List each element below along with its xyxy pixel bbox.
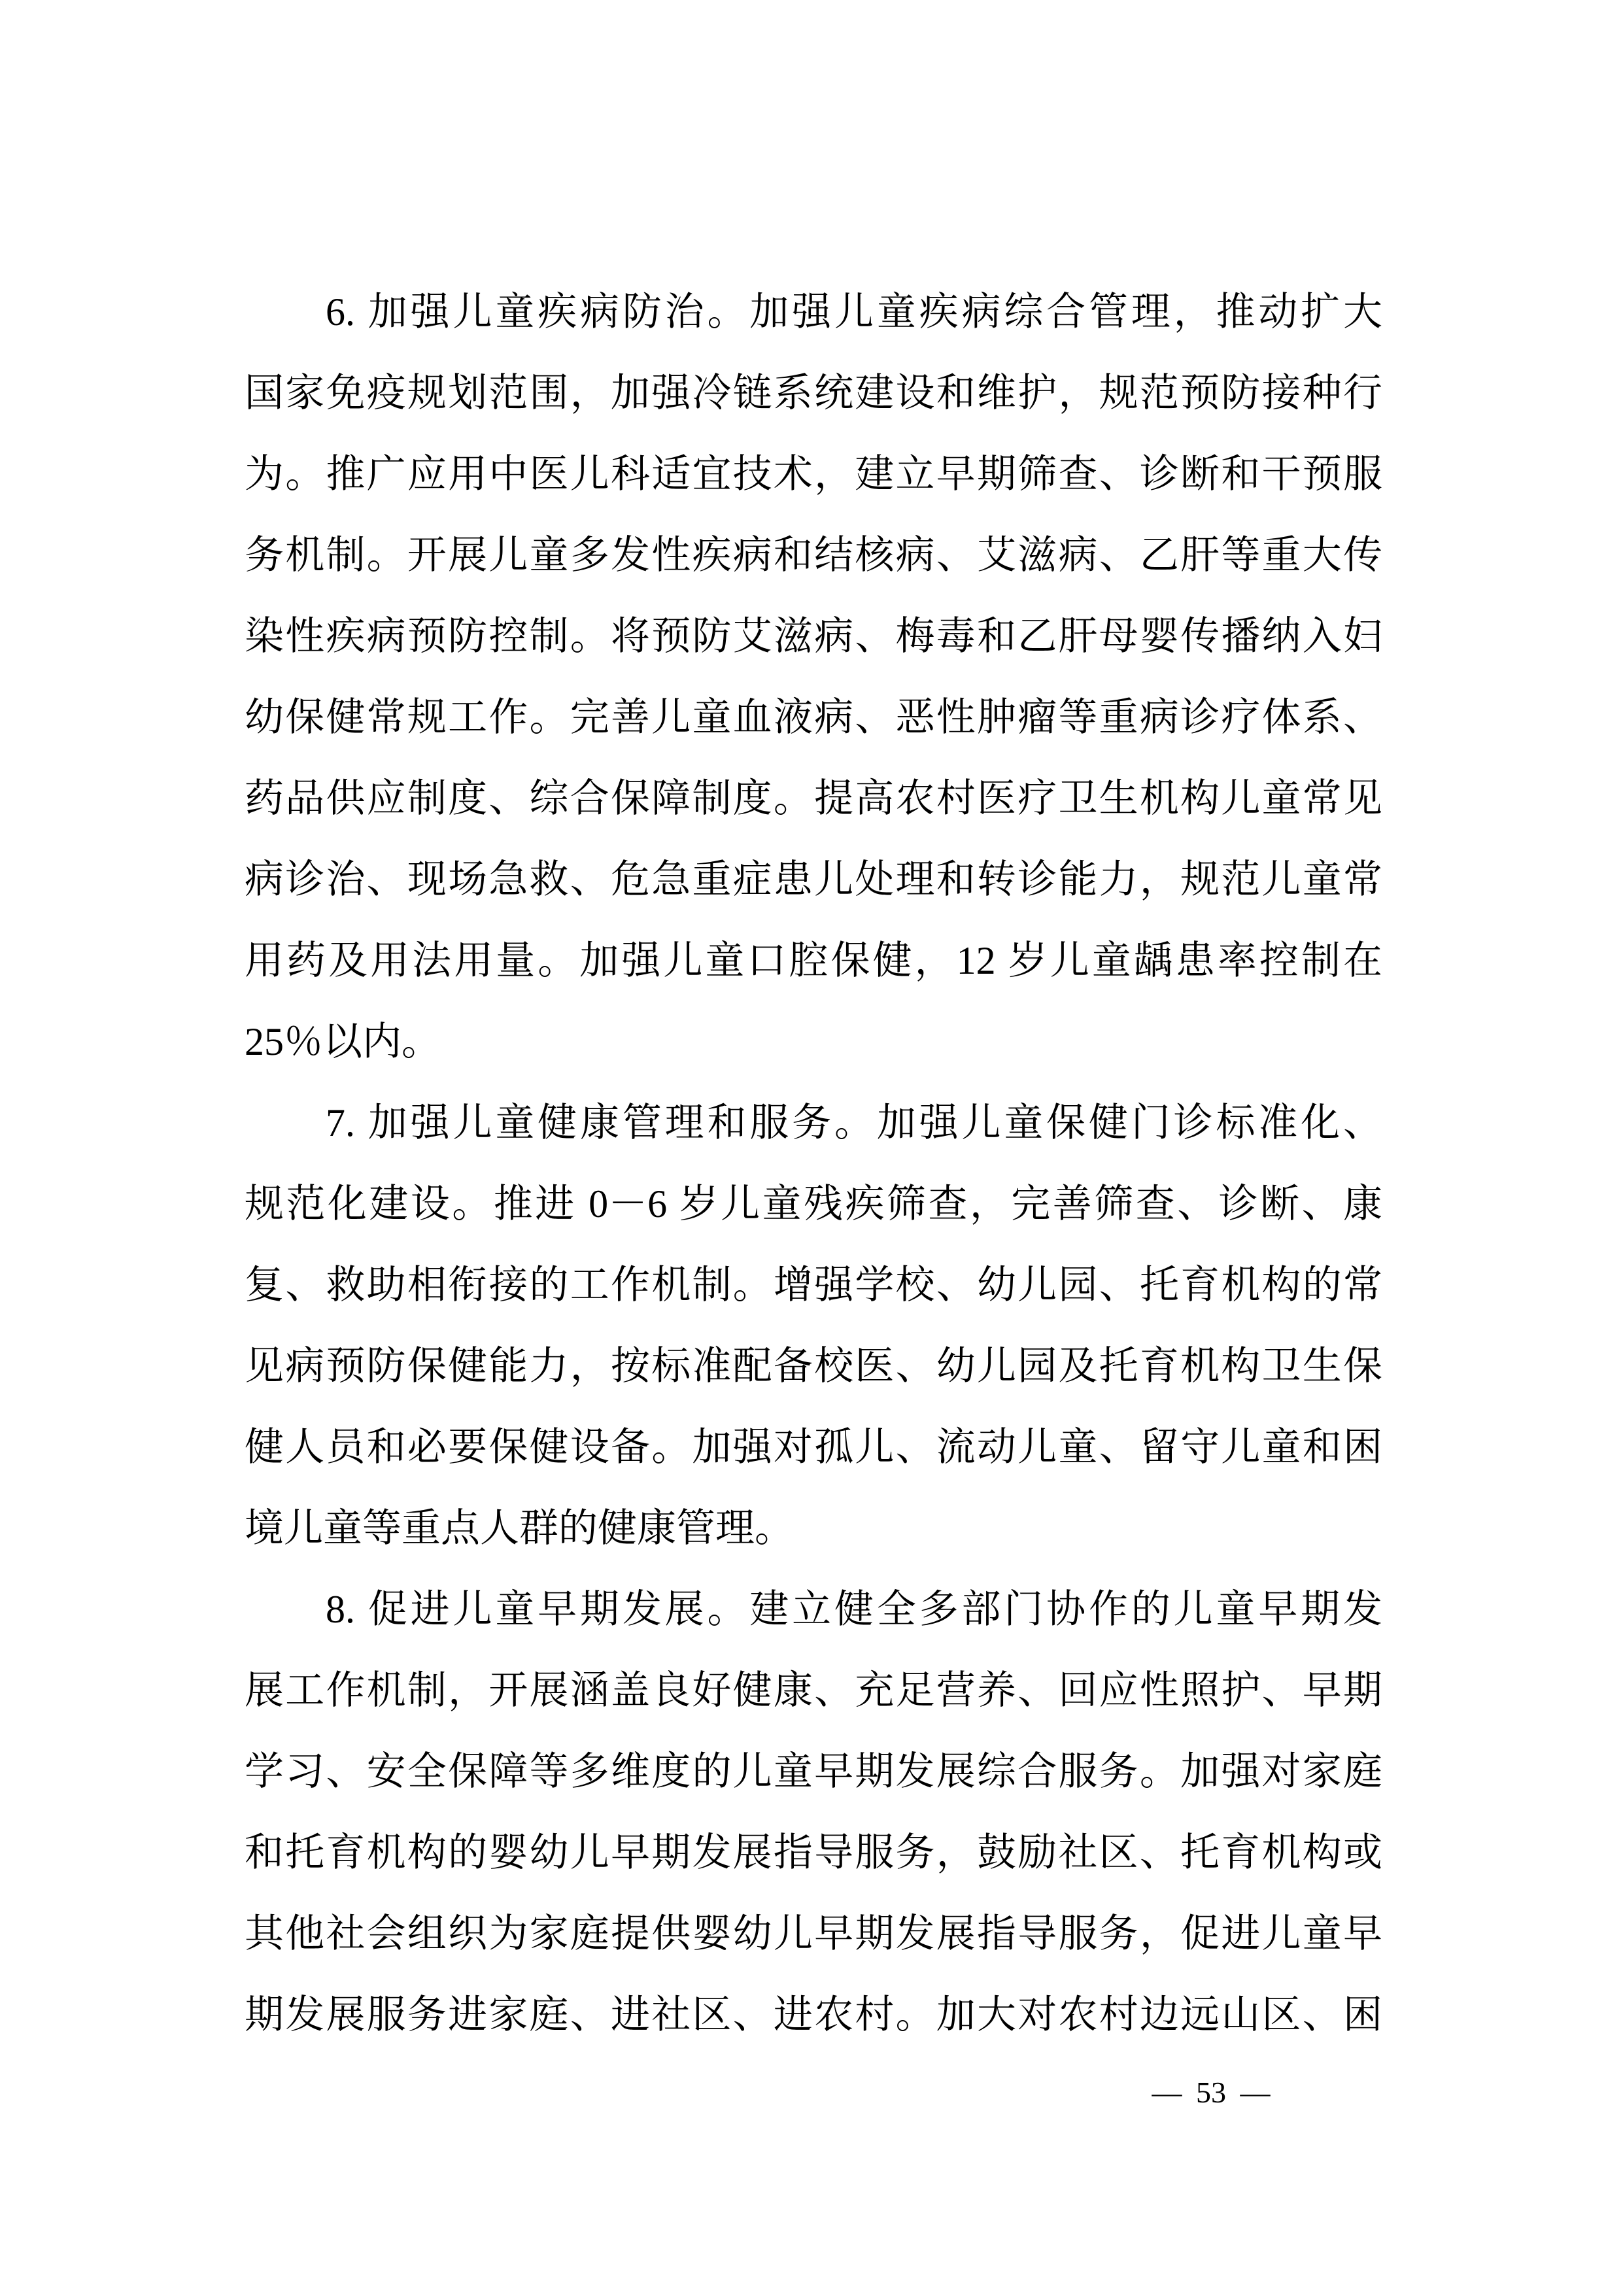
text-line: 健人员和必要保健设备。加强对孤儿、流动儿童、留守儿童和困	[245, 1426, 1382, 1469]
text-line: 病诊治、现场急救、危急重症患儿处理和转诊能力，规范儿童常	[245, 858, 1382, 901]
text-line: 用药及用法用量。加强儿童口腔保健，12 岁儿童龋患率控制在	[245, 939, 1382, 982]
body-text	[245, 271, 1382, 2055]
text-line: 规范化建设。推进 0－6 岁儿童残疾筛查，完善筛查、诊断、康	[245, 1182, 1382, 1225]
text-line: 务机制。开展儿童多发性疾病和结核病、艾滋病、乙肝等重大传	[245, 534, 1382, 577]
text-line: 国家免疫规划范围，加强冷链系统建设和维护，规范预防接种行	[245, 371, 1382, 415]
text-line: 幼保健常规工作。完善儿童血液病、恶性肿瘤等重病诊疗体系、	[245, 696, 1382, 739]
text-line: 境儿童等重点人群的健康管理。	[245, 1507, 794, 1550]
text-line: 见病预防保健能力，按标准配备校医、幼儿园及托育机构卫生保	[245, 1345, 1382, 1388]
text-line: 为。推广应用中医儿科适宜技术，建立早期筛查、诊断和干预服	[245, 453, 1382, 496]
text-line: 6. 加强儿童疾病防治。加强儿童疾病综合管理，推动扩大	[326, 290, 1382, 334]
page-number: — 53 —	[1152, 2076, 1271, 2109]
text-line: 7. 加强儿童健康管理和服务。加强儿童保健门诊标准化、	[326, 1101, 1382, 1144]
text-line: 8. 促进儿童早期发展。建立健全多部门协作的儿童早期发	[326, 1588, 1382, 1631]
text-line: 药品供应制度、综合保障制度。提高农村医疗卫生机构儿童常见	[245, 777, 1382, 820]
text-line: 学习、安全保障等多维度的儿童早期发展综合服务。加强对家庭	[245, 1750, 1382, 1793]
text-line: 复、救助相衔接的工作机制。增强学校、幼儿园、托育机构的常	[245, 1263, 1382, 1307]
text-line: 和托育机构的婴幼儿早期发展指导服务，鼓励社区、托育机构或	[245, 1831, 1382, 1874]
text-line: 期发展服务进家庭、进社区、进农村。加大对农村边远山区、困	[245, 1993, 1382, 2036]
paragraph-item-7	[245, 1082, 1382, 1569]
text-line: 其他社会组织为家庭提供婴幼儿早期发展指导服务，促进儿童早	[245, 1912, 1382, 1955]
text-line: 展工作机制，开展涵盖良好健康、充足营养、回应性照护、早期	[245, 1669, 1382, 1712]
text-line: 染性疾病预防控制。将预防艾滋病、梅毒和乙肝母婴传播纳入妇	[245, 615, 1382, 658]
paragraph-item-6	[245, 271, 1382, 1082]
paragraph-item-8	[245, 1569, 1382, 2055]
text-line: 25％以内。	[245, 1020, 441, 1063]
